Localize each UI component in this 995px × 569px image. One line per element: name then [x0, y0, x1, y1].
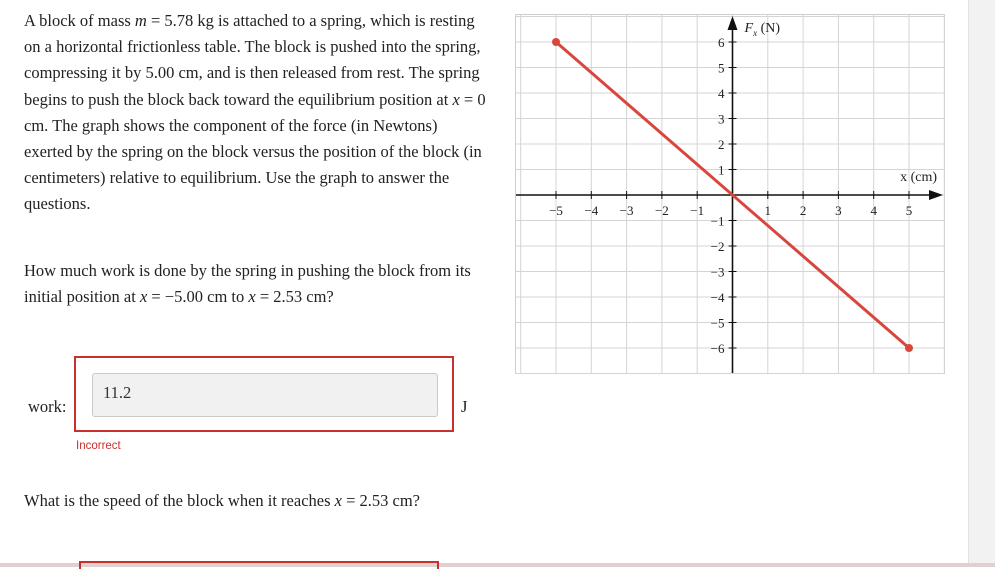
y-tick-label: −3 — [710, 264, 725, 280]
work-unit: J — [461, 397, 468, 416]
x-tick-label: −3 — [619, 203, 634, 218]
y-tick-label: 1 — [718, 162, 725, 178]
force-endpoint — [905, 344, 913, 352]
force-position-graph — [515, 14, 945, 374]
x-tick-label: −4 — [584, 203, 599, 218]
intro-var-x: x — [452, 89, 460, 109]
q2-text-1: What is the speed of the block when it reaches — [24, 491, 335, 510]
q1-var-x2: x — [248, 287, 256, 307]
incorrect-status: Incorrect — [76, 440, 121, 452]
q1-text-3: = 2.53 cm? — [255, 287, 334, 307]
x-axis-label: x (cm) — [900, 170, 937, 185]
y-tick-label: 4 — [718, 86, 725, 101]
y-axis-label: $F_x$ (N) — [744, 21, 780, 38]
speed-answer-box — [79, 561, 439, 569]
x-tick-label: 5 — [905, 203, 913, 218]
q1-var-x1: x — [139, 287, 148, 307]
y-tick-label: −1 — [710, 213, 725, 229]
y-tick-label: 5 — [718, 60, 725, 76]
x-tick-label: 3 — [835, 203, 842, 218]
problem-statement — [24, 8, 489, 218]
work-input[interactable]: 11.2 — [92, 373, 438, 417]
q1-text-1: How much work is done by the spring in pushing the block from its initial position at — [24, 261, 471, 307]
x-tick-label: 2 — [799, 203, 807, 218]
intro-var-m: m — [134, 11, 147, 30]
x-tick-label: −2 — [654, 203, 669, 218]
q2-var-x: x — [334, 491, 342, 510]
q2-text-2: = 2.53 cm? — [341, 491, 421, 510]
question-speed — [24, 488, 494, 514]
work-label: work: — [28, 397, 67, 416]
x-tick-label: −5 — [549, 203, 563, 218]
y-tick-label: −4 — [710, 290, 725, 305]
intro-text-1: A block of mass — [24, 11, 135, 30]
page-scroll-gutter — [968, 0, 995, 567]
x-tick-label: 4 — [870, 203, 877, 218]
y-tick-label: −6 — [710, 341, 725, 356]
intro-text-2: = 5.78 kg is attached to a spring, which is resting on a horizontal frictionless table. The block is pushed into the spring, compressing it by 5.00 cm, and is then released from rest. The spring begins to push the block back toward the equilibrium position at — [24, 11, 481, 109]
y-tick-label: 3 — [718, 111, 725, 127]
x-tick-label: 1 — [764, 203, 772, 218]
intro-text-3: = 0 cm. The graph shows the component of the force (in Newtons) exerted by the spring on the block versus the position of the block (in centimeters) relative to equilibrium. Use the graph to answer the questions. — [24, 89, 486, 214]
force-endpoint — [552, 38, 560, 46]
y-tick-label: 2 — [718, 137, 725, 152]
q1-text-2: = −5.00 cm to — [147, 287, 249, 307]
y-tick-label: −2 — [710, 239, 725, 254]
x-tick-label: −1 — [690, 203, 705, 218]
question-work — [24, 258, 494, 310]
y-tick-label: −5 — [710, 315, 725, 331]
y-tick-label: 6 — [718, 35, 725, 50]
